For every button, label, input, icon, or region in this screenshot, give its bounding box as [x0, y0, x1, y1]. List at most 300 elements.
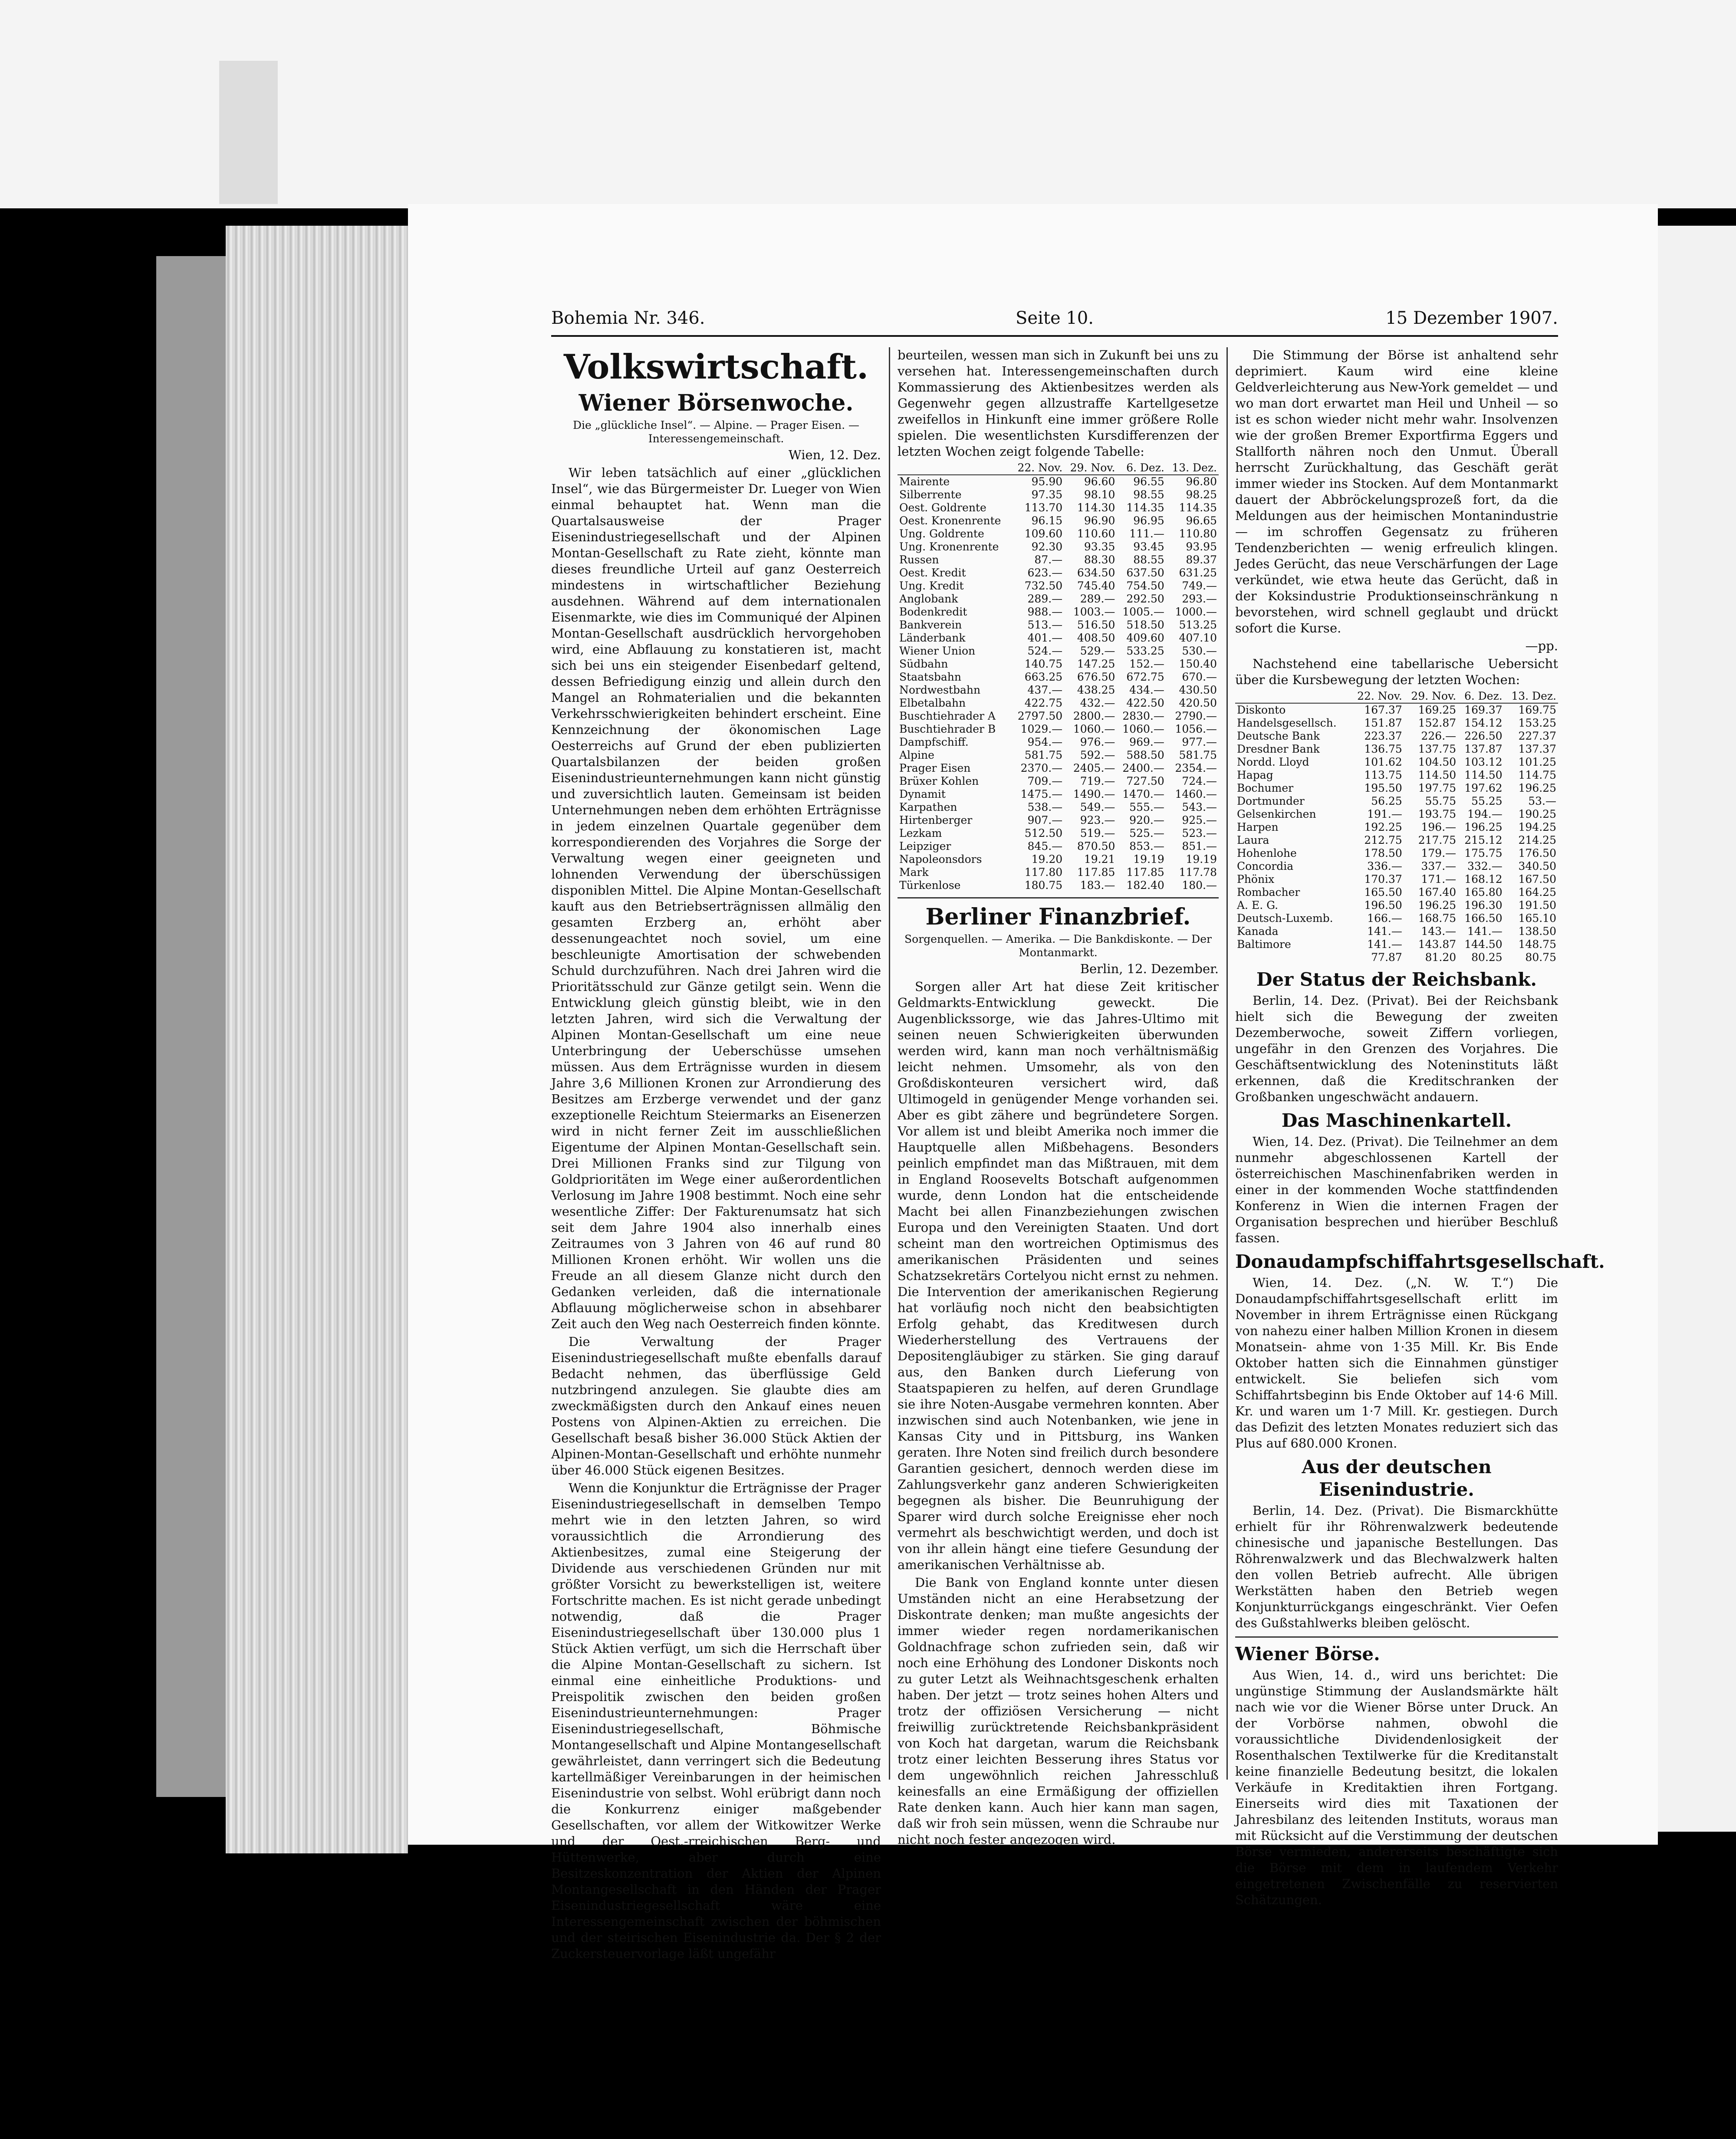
table-row — [1235, 925, 1558, 938]
price-cell: 96.15 — [1031, 514, 1063, 527]
dateline: Wien, 12. Dez. — [788, 448, 881, 462]
price-cell: 533.25 — [1126, 645, 1164, 657]
price-cell: 117.85 — [1126, 866, 1164, 879]
price-cell: 114.35 — [1179, 501, 1217, 514]
price-cell: 195.50 — [1364, 782, 1402, 794]
vienna-price-table — [898, 461, 1219, 892]
price-cell: 853.— — [1129, 840, 1164, 852]
price-cell: 110.60 — [1077, 527, 1115, 540]
price-cell: 151.87 — [1364, 717, 1402, 729]
table-row — [898, 775, 1219, 788]
price-cell: 166.— — [1367, 912, 1402, 925]
security-name: Laura — [1237, 834, 1269, 846]
price-cell: 422.50 — [1126, 697, 1164, 709]
price-cell: 434.— — [1129, 684, 1164, 696]
price-cell: 169.75 — [1518, 704, 1556, 716]
table-row — [898, 671, 1219, 684]
price-cell: 634.50 — [1077, 566, 1115, 579]
price-cell: 179.— — [1421, 847, 1457, 859]
price-cell: 1490.— — [1073, 788, 1115, 800]
price-cell: 749.— — [1182, 579, 1217, 592]
price-cell: 143.— — [1421, 925, 1457, 938]
price-cell: 114.30 — [1077, 501, 1115, 514]
security-name: Hohenlohe — [1237, 847, 1297, 859]
table-column-header: 13. Dez. — [1166, 461, 1219, 475]
price-cell: 438.25 — [1077, 684, 1115, 696]
price-cell: 114.50 — [1464, 769, 1503, 781]
table-row — [898, 736, 1219, 749]
paragraph: Wir leben tatsächlich auf einer „glücklichen Insel“, wie das Bürgermeister Dr. Lueger von Wien einmal behauptet hat. Wenn man die Quartalsausweise der Prager Eisenindustriegesellschaft und der Alpinen Montan-Gesellschaft zu Rate zieht, könnte man dieses freundliche Urteil auf ganz Oesterreich mindestens in wirtschaftlicher Beziehung ausdehnen. Während auf dem internationalen Eisenmarkte, wie dies im Communiqué der Alpinen Montan-Gesellschaft ausdrücklich hervorgehoben wird, eine Abflauung zu konstatieren ist, macht sich bei uns ein steigender Eisenbedarf geltend, dessen Befriedigung einzig und allein durch den Mangel an Rohmaterialien und die bekannten Verkehrsschwierigkeiten behindert erscheint. Eine Kennzeichnung der ökonomischen Lage Oesterreichs auf Grund der eben publizierten Quartalsbilanzen der beiden großen Eisenindustrieunternehmungen kann nicht günstig und zuversichtlich lauten. Gemeinsam ist beiden Unternehmungen neben dem erhöhten Erträgnisse in jedem einzelnen Quartale gegenüber dem korrespondierenden des Vorjahres die Sorge der Verwaltung wegen einer geeigneten und lohnenden Verwendung der überschüssigen disponiblen Mittel. Die Alpine Montan-Gesellschaft kauft aus den Betriebserträgnissen allmälig den gesamten Erzberg an, erhöht aber dessenungeachtet noch soviel, um eine beschleunigte Amortisation der schwebenden Schuld durchzuführen. Nach drei Jahren wird die Prioritätsschuld zur Gänze getilgt sein. Wenn die Entwicklung gleich günstig bleibt, wie in den letzten Jahren, wird sich die Verwaltung der Alpinen Montan-Gesellschaft um eine neue Unterbringung der Ueberschüsse umsehen müssen. Aus dem Erträgnisse wurden in diesem Jahre 3,6 Millionen Kronen zur Arrondierung des Besitzes am Erzberge verwendet und der ganz exzeptionelle Reichtum Steiermarks an Eisenerzen wird in nicht ferner Zeit im ausschließlichen Eigentume der Alpinen Montan-Gesellschaft sein. Drei Millionen Franks sind zur Tilgung von Goldprioritäten im Wege einer außerordentlichen Verlosung im Jahre 1908 bestimmt. Noch eine sehr wesentliche Ziffer: Der Fakturenumsatz hat sich seit dem Jahre 1904 also innerhalb eines Zeitraumes von 3 Jahren von 46 auf rund 80 Millionen Kronen erhöht. Wir wollen uns die Freude an all diesem Glanze nicht durch den Gedanken verleiden, daß die internationale Abflauung möglicherweise schon in absehbarer Zeit auch den Weg nach Oesterreich finden könnte. — [551, 465, 881, 1331]
price-cell: 98.55 — [1133, 488, 1164, 501]
table-row — [898, 501, 1219, 514]
security-name: Nordwestbahn — [899, 684, 981, 696]
price-cell: 164.25 — [1518, 886, 1556, 898]
paragraph: Wenn die Konjunktur die Erträgnisse der Prager Eisenindustriegesellschaft in demselben Tempo mehrt wie in den letzten Jahren, so wird voraussichtlich die Arrondierung des Aktienbesitzes, zumal eine Steigerung der Dividende aus verschiedenen Gründen nur mit größter Vorsicht zu bewerkstelligen ist, weitere Fortschritte machen. Es ist nicht gerade unbedingt notwendig, daß die Prager Eisenindustriegesellschaft über 130.000 plus 1 Stück Aktien verfügt, um sich die Herrschaft über die Alpine Montan-Gesellschaft zu sichern. Ist einmal eine einheitliche Produktions- und Preispolitik zwischen den beiden großen Eisenindustrieunternehmungen: Prager Eisenindustriegesellschaft, Böhmische Montangesellschaft und Alpine Montangesellschaft gewährleistet, dann verringert sich die Bedeutung kartellmäßiger Vereinbarungen in der heimischen Eisenindustrie von selbst. Wohl erübrigt dann noch die Konkurrenz einiger maßgebender Gesellschaften, vor allem der Witkowitzer Werke und der Oest.-rreichischen Berg- und Hüttenwerke, aber durch eine Besitzeskonzentration der Aktien der Alpinen Montangesellschaft in den Händen der Prager Eisenindustriegesellschaft wäre eine Interessengemeinschaft zwischen der böhmischen und der steirischen Eisenindustrie da. Der § 2 der Zuckersteuervorlage läßt ungefähr — [551, 1481, 881, 1961]
price-cell: 87.— — [1034, 553, 1063, 566]
price-cell: 110.80 — [1179, 527, 1217, 540]
column-3 — [1235, 347, 1605, 1907]
price-cell: 977.— — [1182, 736, 1217, 748]
price-cell: 19.19 — [1133, 853, 1164, 865]
price-cell: 111.— — [1129, 527, 1164, 540]
price-cell: 631.25 — [1179, 566, 1217, 579]
price-cell: 80.25 — [1471, 951, 1503, 964]
price-cell: 152.— — [1129, 658, 1164, 670]
price-cell: 337.— — [1421, 860, 1457, 872]
price-cell: 954.— — [1027, 736, 1063, 748]
price-cell: 845.— — [1027, 840, 1063, 852]
price-cell: 292.50 — [1126, 592, 1164, 605]
price-cell: 96.65 — [1186, 514, 1217, 527]
security-name: Dresdner Bank — [1237, 743, 1320, 755]
price-cell: 53.— — [1528, 795, 1556, 807]
paragraph: Berlin, 14. Dez. (Privat). Die Bismarckhütte erhielt für ihr Röhrenwalzwerk bedeutende chinesische und japanische Bestellungen. Das Röhrenwalzwerk und das Blechwalzwerk halten den vollen Betrieb aufrecht. Alle übrigen Werkstätten haben den Betrieb wegen Konjunkturrückgangs eingeschränkt. Vier Oefen des Gußstahlwerks bleiben gelöscht. — [1235, 1503, 1558, 1630]
price-cell: 581.75 — [1179, 749, 1217, 761]
price-cell: 1003.— — [1073, 606, 1115, 618]
price-cell: 227.37 — [1518, 730, 1556, 742]
price-cell: 289.— — [1027, 592, 1063, 605]
security-name: Harpen — [1237, 821, 1279, 833]
security-name: Südbahn — [899, 658, 948, 670]
price-cell: 147.25 — [1077, 658, 1115, 670]
price-cell: 117.85 — [1077, 866, 1115, 879]
price-cell: 190.25 — [1518, 808, 1556, 820]
security-name: Rombacher — [1237, 886, 1300, 898]
table-row — [898, 788, 1219, 801]
paragraph: Wien, 14. Dez. (Privat). Die Teilnehmer an dem nunmehr abgeschlossenen Kartell der österreichischen Maschinenfabriken werden in einer in der kommenden Woche stattfindenden Konferenz in Wien die internen Fragen der Organisation besprechen und hierüber Beschluß fassen. — [1235, 1134, 1558, 1245]
price-cell: 192.25 — [1364, 821, 1402, 833]
price-cell: 96.95 — [1133, 514, 1164, 527]
price-cell: 1060.— — [1122, 723, 1164, 735]
price-cell: 543.— — [1182, 801, 1217, 813]
price-cell: 169.37 — [1464, 704, 1503, 716]
security-name: Nordd. Lloyd — [1237, 756, 1309, 768]
price-cell: 180.— — [1182, 879, 1217, 892]
security-name: Mairente — [899, 475, 950, 488]
security-name: Oest. Goldrente — [899, 501, 986, 514]
price-cell: 165.10 — [1518, 912, 1556, 925]
page-header — [551, 308, 1558, 334]
paragraph: Berlin, 14. Dez. (Privat). Bei der Reichsbank hielt sich die Bewegung der zweiten Dezemberwoche, soweit Ziffern vorliegen, ungefähr in den Grenzen des Vorjahres. Die Geschäftsentwicklung des Noteninstituts läßt erkennen, daß die Kreditschranken der Großbanken ungeschwächt andauern. — [1235, 993, 1558, 1104]
price-cell: 183.— — [1080, 879, 1115, 892]
security-name: A. E. G. — [1237, 899, 1279, 912]
price-cell: 724.— — [1182, 775, 1217, 787]
price-cell: 170.37 — [1364, 873, 1402, 885]
table-row — [1235, 717, 1558, 730]
price-cell: 432.— — [1080, 697, 1115, 709]
paragraph: Aus Wien, 14. d., wird uns berichtet: Die ungünstige Stimmung der Auslandsmärkte hält nach wie vor die Wiener Börse unter Druck. An der Vorbörse nahmen, obwohl die voraussichtliche Dividendenlosigkeit der Rosenthalschen Textilwerke für die Kreditanstalt keine finanzielle Bedeutung besitzt, die lokalen Verkäufe in Kreditaktien ihren Fortgang. Einerseits wird dies mit Taxationen der Jahresbilanz des leitenden Instituts, woraus man mit Rücksicht auf die Verstimmung der deutschen Börse vermieden, andererseits beschäftigte sich die Börse mit dem in laufendem Verkehr eingetretenen Zwischenfälle zu reservierten Schätzungen. — [1235, 1668, 1558, 1907]
security-name: Ung. Goldrente — [899, 527, 984, 540]
price-cell: 530.— — [1182, 645, 1217, 657]
price-cell: 513.25 — [1179, 619, 1217, 631]
table-row — [898, 749, 1219, 762]
price-cell: 422.75 — [1024, 697, 1063, 709]
price-cell: 663.25 — [1024, 671, 1063, 683]
price-cell: 519.— — [1080, 827, 1115, 839]
price-cell: 141.— — [1367, 938, 1402, 951]
price-cell: 516.50 — [1077, 619, 1115, 631]
table-row — [898, 606, 1219, 619]
price-cell: 80.75 — [1525, 951, 1556, 964]
column-1 — [551, 347, 881, 1961]
price-cell: 97.35 — [1031, 488, 1063, 501]
table-row — [1235, 834, 1558, 847]
price-cell: 1475.— — [1020, 788, 1063, 800]
price-cell: 409.60 — [1126, 632, 1164, 644]
security-name: Buschtiehrader B — [899, 723, 996, 735]
price-cell: 191.50 — [1518, 899, 1556, 912]
price-cell: 1056.— — [1175, 723, 1217, 735]
security-name: Concordia — [1237, 860, 1294, 872]
price-cell: 95.90 — [1031, 475, 1063, 488]
price-cell: 140.75 — [1024, 658, 1063, 670]
price-cell: 93.45 — [1133, 540, 1164, 553]
price-cell: 293.— — [1182, 592, 1217, 605]
price-cell: 538.— — [1027, 801, 1063, 813]
header-date: 15 Dezember 1907. — [1385, 308, 1558, 328]
table-row — [898, 658, 1219, 671]
price-cell: 117.80 — [1024, 866, 1063, 879]
price-cell: 96.60 — [1084, 475, 1115, 488]
price-cell: 1000.— — [1175, 606, 1217, 618]
price-cell: 430.50 — [1179, 684, 1217, 696]
price-cell: 226.— — [1421, 730, 1457, 742]
price-cell: 529.— — [1080, 645, 1115, 657]
signature: —pp. — [1525, 638, 1558, 653]
price-cell: 88.30 — [1084, 553, 1115, 566]
security-name: Ung. Kronenrente — [899, 540, 999, 553]
table-row — [898, 488, 1219, 501]
price-cell: 154.12 — [1464, 717, 1503, 729]
price-cell: 171.— — [1421, 873, 1457, 885]
price-cell: 672.75 — [1126, 671, 1164, 683]
column-2 — [898, 347, 1219, 1847]
section-title: Volkswirtschaft. — [563, 347, 869, 387]
security-name: Dortmunder — [1237, 795, 1305, 807]
price-cell: 137.87 — [1464, 743, 1503, 755]
price-cell: 196.50 — [1364, 899, 1402, 912]
price-cell: 137.75 — [1418, 743, 1457, 755]
price-cell: 212.75 — [1364, 834, 1402, 846]
security-name: Diskonto — [1237, 704, 1286, 716]
price-cell: 182.40 — [1126, 879, 1164, 892]
price-cell: 77.87 — [1371, 951, 1402, 964]
article-subtitle: Sorgenquellen. — Amerika. — Die Bankdiskonte. — Der Montanmarkt. — [904, 933, 1212, 959]
security-name: Anglobank — [899, 592, 958, 605]
price-cell: 167.37 — [1364, 704, 1402, 716]
price-cell: 588.50 — [1126, 749, 1164, 761]
security-name: Lezkam — [899, 827, 942, 839]
price-cell: 153.25 — [1518, 717, 1556, 729]
security-name: Oest. Kredit — [899, 566, 966, 579]
security-name: Dynamit — [899, 788, 946, 800]
price-cell: 101.62 — [1364, 756, 1402, 768]
price-cell: 637.50 — [1126, 566, 1164, 579]
table-row — [898, 879, 1219, 892]
price-cell: 1060.— — [1073, 723, 1115, 735]
table-row — [898, 762, 1219, 775]
security-name: Silberrente — [899, 488, 962, 501]
price-cell: 217.75 — [1418, 834, 1457, 846]
price-cell: 196.25 — [1418, 899, 1457, 912]
price-cell: 401.— — [1027, 632, 1063, 644]
security-name: Staatsbahn — [899, 671, 961, 683]
table-row — [1235, 821, 1558, 834]
table-column-header: 29. Nov. — [1404, 690, 1458, 703]
price-cell: 143.87 — [1418, 938, 1457, 951]
table-row — [898, 710, 1219, 723]
price-cell: 581.75 — [1024, 749, 1063, 761]
price-cell: 113.70 — [1024, 501, 1063, 514]
security-name: Brüxer Kohlen — [899, 775, 979, 787]
column-rule — [889, 347, 890, 1780]
table-row — [1235, 899, 1558, 912]
price-cell: 336.— — [1367, 860, 1402, 872]
security-name: Oest. Kronenrente — [899, 514, 1001, 527]
security-name: Karpathen — [899, 801, 957, 813]
price-cell: 141.— — [1467, 925, 1503, 938]
table-row — [898, 840, 1219, 853]
price-cell: 525.— — [1129, 827, 1164, 839]
price-cell: 2797.50 — [1017, 710, 1063, 722]
security-name: Prager Eisen — [899, 762, 971, 774]
price-cell: 214.25 — [1518, 834, 1556, 846]
price-cell: 96.80 — [1186, 475, 1217, 488]
price-cell: 196.25 — [1518, 782, 1556, 794]
security-name: Buschtiehrader A — [899, 710, 996, 722]
security-name: Russen — [899, 553, 939, 566]
price-cell: 138.50 — [1518, 925, 1556, 938]
article-title-boersenwoche: Wiener Börsenwoche. — [579, 390, 854, 416]
security-name: Bankverein — [899, 619, 962, 631]
security-name: Alpine — [899, 749, 934, 761]
table-row — [1235, 938, 1558, 951]
security-name: Hapag — [1237, 769, 1273, 781]
price-cell: 2400.— — [1122, 762, 1164, 774]
header-masthead: Bohemia Nr. 346. — [551, 308, 705, 328]
header-rule — [551, 335, 1558, 337]
table-row — [898, 527, 1219, 540]
table-row — [898, 801, 1219, 814]
price-cell: 113.75 — [1364, 769, 1402, 781]
table-column-header: 22. Nov. — [1012, 461, 1064, 475]
table-column-header — [1235, 690, 1350, 703]
table-row — [898, 619, 1219, 632]
table-row — [898, 566, 1219, 579]
price-cell: 19.19 — [1186, 853, 1217, 865]
price-cell: 104.50 — [1418, 756, 1457, 768]
price-cell: 676.50 — [1077, 671, 1115, 683]
security-name: Bochumer — [1237, 782, 1294, 794]
price-cell: 923.— — [1080, 814, 1115, 826]
book-page-edges — [226, 226, 408, 1853]
price-cell: 165.80 — [1464, 886, 1503, 898]
security-name: Elbetalbahn — [899, 697, 966, 709]
table-row — [898, 475, 1219, 488]
article-title-eisenindustrie: Aus der deutschen Eisenindustrie. — [1302, 1456, 1492, 1500]
price-cell: 114.50 — [1418, 769, 1457, 781]
price-cell: 194.25 — [1518, 821, 1556, 833]
security-name: Deutsch-Luxemb. — [1237, 912, 1333, 925]
table-column-header: 6. Dez. — [1117, 461, 1166, 475]
price-cell: 518.50 — [1126, 619, 1164, 631]
security-name: Leipziger — [899, 840, 951, 852]
security-name: Gelsenkirchen — [1237, 808, 1316, 820]
price-cell: 197.62 — [1464, 782, 1503, 794]
price-cell: 93.95 — [1186, 540, 1217, 553]
price-cell: 976.— — [1080, 736, 1115, 748]
table-row — [898, 697, 1219, 710]
table-row — [1235, 703, 1558, 717]
security-name: Hirtenberger — [899, 814, 973, 826]
price-cell: 719.— — [1080, 775, 1115, 787]
price-cell: 141.— — [1367, 925, 1402, 938]
price-cell: 98.10 — [1084, 488, 1115, 501]
price-cell: 168.75 — [1418, 912, 1457, 925]
price-cell: 56.25 — [1371, 795, 1402, 807]
price-cell: 1029.— — [1020, 723, 1063, 735]
article-subtitle: Die „glückliche Insel“. — Alpine. — Prager Eisen. — Interessengemeinschaft. — [572, 419, 860, 445]
table-row — [1235, 782, 1558, 795]
table-column-header: 29. Nov. — [1064, 461, 1117, 475]
price-cell: 223.37 — [1364, 730, 1402, 742]
price-cell: 226.50 — [1464, 730, 1503, 742]
security-name: Bodenkredit — [899, 606, 967, 618]
table-row — [898, 723, 1219, 736]
paragraph: Die Bank von England konnte unter diesen Umständen nicht an eine Herabsetzung der Diskontrate denken; man mußte angesichts der immer wieder regen nordamerikanischen Goldnachfrage schon zufrieden sein, daß wir noch eine Erhöhung des Londoner Diskonts noch zu guter Letzt als Weihnachtsgeschenk erhalten haben. Der jetzt — trotz seines hohen Alters und trotz der offiziösen Versicherung — nicht freiwillig zurücktretende Reichsbankpräsident von Koch hat dargetan, warum die Reichsbank trotz einer leichten Besserung ihres Status vor dem ungewöhnlich reichen Jahresschluß keinesfalls an eine Ermäßigung der offiziellen Rate denken kann. Auch hier kann man sagen, daß wir froh sein müssen, wenn die Schraube nur nicht noch fester angezogen wird. — [898, 1575, 1219, 1847]
security-name: Dampfschiff. — [899, 736, 969, 748]
price-cell: 407.10 — [1179, 632, 1217, 644]
price-cell: 907.— — [1027, 814, 1063, 826]
paragraph: Wien, 14. Dez. („N. W. T.“) Die Donaudampfschiffahrtsgesellschaft erlitt im November in ihrem Erträgnisse einen Rückgang von nahezu einer halben Million Kronen in diesem Monatsein- ahme von 1·35 Mill. Kr. Bis Ende Oktober hatten sich die Einnahmen günstiger entwickelt. Sie beliefen sich vom Schiffahrtsbeginn bis Ende Oktober auf 14·6 Mill. Kr. und waren um 1·7 Mill. Kr. gestiegen. Durch das Defizit des letzten Monates reduziert sich das Plus auf 680.000 Kronen. — [1235, 1275, 1558, 1451]
price-cell: 152.87 — [1418, 717, 1457, 729]
price-cell: 167.50 — [1518, 873, 1556, 885]
price-cell: 178.50 — [1364, 847, 1402, 859]
price-cell: 165.50 — [1364, 886, 1402, 898]
price-cell: 851.— — [1182, 840, 1217, 852]
background-strip — [219, 61, 278, 204]
table-row — [898, 814, 1219, 827]
table-row — [898, 866, 1219, 879]
price-cell: 167.40 — [1418, 886, 1457, 898]
table-row — [1235, 756, 1558, 769]
security-name: Kanada — [1237, 925, 1279, 938]
table-row — [1235, 795, 1558, 808]
table-row — [898, 827, 1219, 840]
security-name: Baltimore — [1237, 938, 1291, 951]
table-row — [898, 645, 1219, 658]
paragraph: Die Stimmung der Börse ist anhaltend sehr deprimiert. Kaum wird eine kleine Geldverleichterung aus New-York gemeldet — und wo man dort erwartet man Heil und Unheil — so ist es schon wieder nicht mehr wahr. Insolvenzen wie der großen Bremer Exportfirma Eggers und Stallforth nähren noch den Unmut. Überall herrscht Zurückhaltung, das Geschäft gerät immer wieder ins Stocken. Auf dem Montanmarkt dauert der Abbröckelungsprozeß fort, da die Meldungen aus der heimischen Montanindustrie — im schroffen Gegensatz zu früheren Tendenzberichten — wenig erfreulich klingen. Jedes Gerücht, das neue Verschärfungen der Lage verkündet, wie etwa heute das Gerücht, daß in der Koksindustrie Produktionseinschränkung n bevorstehen, wird schnell geglaubt und drückt sofort die Kurse. — [1235, 348, 1558, 635]
table-row — [1235, 847, 1558, 860]
newspaper-page — [408, 204, 1658, 1961]
table-row — [898, 592, 1219, 606]
price-cell: 19.20 — [1031, 853, 1063, 865]
price-cell: 96.55 — [1133, 475, 1164, 488]
price-cell: 925.— — [1182, 814, 1217, 826]
security-name: Ung. Kredit — [899, 579, 964, 592]
table-row — [898, 684, 1219, 697]
security-name: Mark — [899, 866, 929, 879]
price-cell: 197.75 — [1418, 782, 1457, 794]
table-row — [1235, 860, 1558, 873]
article-title-maschinenkartell: Das Maschinenkartell. — [1281, 1110, 1512, 1131]
price-cell: 150.40 — [1179, 658, 1217, 670]
price-cell: 101.25 — [1518, 756, 1556, 768]
price-cell: 109.60 — [1024, 527, 1063, 540]
price-cell: 437.— — [1027, 684, 1063, 696]
table-column-header: 22. Nov. — [1350, 690, 1404, 703]
dateline: Berlin, 12. Dezember. — [1080, 961, 1219, 976]
paragraph: Sorgen aller Art hat diese Zeit kritischer Geldmarkts-Entwicklung geweckt. Die Augenblickssorge, wie das Jahres-Ultimo mit seinen neuen Schwierigkeiten überwunden werden wird, kann man noch verhältnismäßig leicht nehmen. Umsomehr, als von den Großdiskonteuren versichert wird, daß Ultimogeld in genügender Menge vorhanden sei. Aber es gibt zähere und begründetere Sorgen. Vor allem ist und bleibt Amerika noch immer die Hauptquelle allen Mißbehagens. Besonders peinlich empfindet man das Mißtrauen, mit dem in England Roosevelts Botschaft aufgenommen wurde, denn London hat die entscheidende Macht bei allen Finanzbeziehungen zwischen Europa und den Vereinigten Staaten. Und dort scheint man den wortreichen Optimismus des amerikanischen Präsidenten und seines Schatzsekretärs Cortelyou nicht ernst zu nehmen. Die Intervention der amerikanischen Regierung hat vorläufig noch nicht den beabsichtigten Erfolg gehabt, das Kreditwesen durch Wiederherstellung des Vertrauens der Depositengläubiger zu stärken. Sie ging darauf aus, den Banken durch Lieferung von Staatspapieren zu helfen, auf deren Grundlage sie ihre Noten-Ausgabe vermehren konnten. Aber inzwischen sind auch Notenbanken, wie jene in Kansas City und in Pittsburg, ins Wanken geraten. Ihre Noten sind freilich durch besondere Garantien gesichert, dennoch werden diese im Zahlungsverkehr ganz anderen Schwierigkeiten begegnen als bisher. Die Beunruhigung der Sparer wird durch solche Ereignisse eher noch vermehrt als beschwichtigt werden, und doch ist von ihr allein hängt eine tiefere Gesundung der amerikanischen Verhältnisse ab. — [898, 979, 1219, 1572]
price-cell: 175.75 — [1464, 847, 1503, 859]
price-cell: 513.— — [1027, 619, 1063, 631]
price-cell: 169.25 — [1418, 704, 1457, 716]
price-cell: 117.78 — [1179, 866, 1217, 879]
price-cell: 89.37 — [1186, 553, 1217, 566]
price-cell: 180.75 — [1024, 879, 1063, 892]
column-rule — [1226, 347, 1228, 1780]
price-cell: 1470.— — [1122, 788, 1164, 800]
price-cell: 727.50 — [1126, 775, 1164, 787]
table-row — [1235, 912, 1558, 925]
paragraph: Nachstehend eine tabellarische Uebersicht über die Kursbewegung der letzten Wochen: — [1235, 656, 1558, 687]
price-cell: 2830.— — [1122, 710, 1164, 722]
price-cell: 19.21 — [1084, 853, 1115, 865]
price-cell: 2354.— — [1175, 762, 1217, 774]
price-cell: 98.25 — [1186, 488, 1217, 501]
article-title-ddsg: Donaudampfschiffahrtsgesellschaft. — [1235, 1251, 1605, 1272]
table-row — [898, 540, 1219, 553]
price-cell: 2800.— — [1073, 710, 1115, 722]
article-title-finanzbrief: Berliner Finanzbrief. — [925, 904, 1191, 930]
price-cell: 196.25 — [1464, 821, 1503, 833]
section-rule — [1235, 1636, 1558, 1638]
price-cell: 191.— — [1367, 808, 1402, 820]
security-name: Napoleonsdors — [899, 853, 982, 865]
table-row — [1235, 769, 1558, 782]
table-row — [1235, 730, 1558, 743]
price-cell: 524.— — [1027, 645, 1063, 657]
price-cell: 93.35 — [1084, 540, 1115, 553]
price-cell: 555.— — [1129, 801, 1164, 813]
table-column-header — [898, 461, 1012, 475]
price-cell: 592.— — [1080, 749, 1115, 761]
price-cell: 420.50 — [1179, 697, 1217, 709]
price-cell: 709.— — [1027, 775, 1063, 787]
price-cell: 194.— — [1467, 808, 1503, 820]
section-rule — [898, 897, 1219, 898]
table-row — [1235, 886, 1558, 899]
